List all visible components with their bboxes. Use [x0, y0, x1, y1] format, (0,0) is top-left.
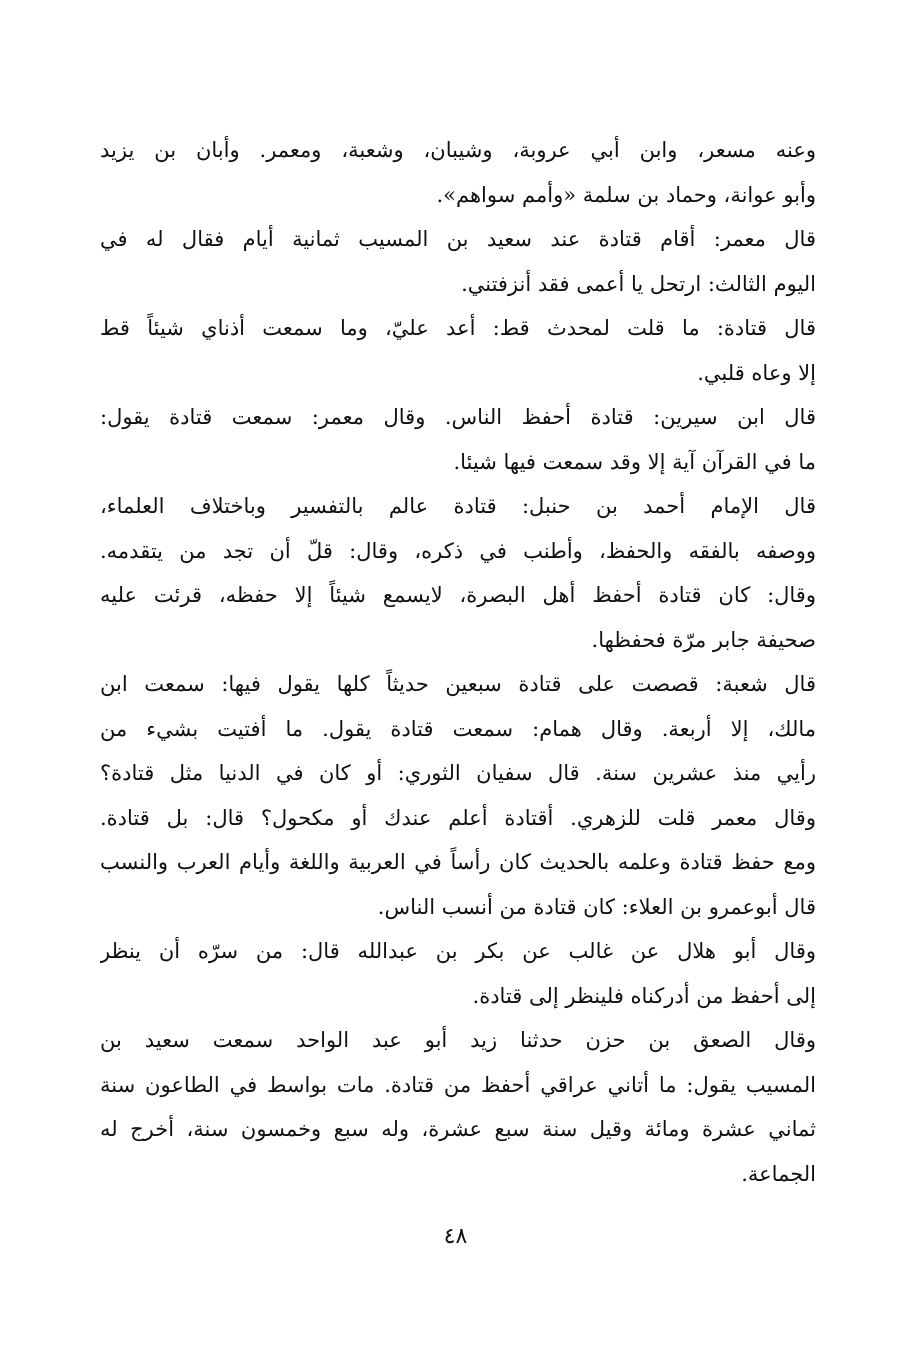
paragraph [100, 484, 816, 662]
text-line: وقال: كان قتادة أحفظ أهل البصرة، لايسمع شيئاً إلا حفظه، قرئت عليه [100, 583, 816, 607]
paragraph [100, 662, 816, 929]
text-line: الجماعة. [741, 1161, 816, 1186]
text-line: ومع حفظ قتادة وعلمه بالحديث كان رأساً في العربية واللغة وأيام العرب والنسب [100, 850, 816, 874]
text-line: وعنه مسعر، وابن أبي عروبة، وشيبان، وشعبة، ومعمر. وأبان بن يزيد [100, 138, 816, 162]
text-line: اليوم الثالث: ارتحل يا أعمى فقد أنزفتني. [461, 271, 816, 296]
text-line: إلا وعاه قلبي. [697, 360, 816, 385]
text-line: رأيي منذ عشرين سنة. قال سفيان الثوري: أو كان في الدنيا مثل قتادة؟ [100, 761, 816, 785]
text-line: المسيب يقول: ما أتاني عراقي أحفظ من قتادة. مات بواسط في الطاعون سنة [100, 1072, 816, 1097]
text-line: إلى أحفظ من أدركناه فلينظر إلى قتادة. [472, 983, 816, 1008]
page-body-text [100, 128, 816, 1196]
paragraph [100, 1018, 816, 1196]
text-line: قال أبوعمرو بن العلاء: كان قتادة من أنسب الناس. [377, 894, 816, 919]
paragraph [100, 306, 816, 395]
text-line: ما في القرآن آية إلا وقد سمعت فيها شيئا. [453, 449, 816, 474]
text-line: وقال أبو هلال عن غالب عن بكر بن عبدالله قال: من سرّه أن ينظر [100, 939, 816, 963]
paragraph [100, 128, 816, 217]
text-line: قال شعبة: قصصت على قتادة سبعين حديثاً كلها يقول فيها: سمعت ابن [100, 672, 816, 696]
paragraph [100, 395, 816, 484]
text-line: صحيفة جابر مرّة فحفظها. [591, 627, 816, 652]
text-line: وقال معمر قلت للزهري. أقتادة أعلم عندك أو مكحول؟ قال: بل قتادة. [100, 805, 816, 830]
paragraph [100, 217, 816, 306]
paragraph [100, 929, 816, 1018]
text-line: قال معمر: أقام قتادة عند سعيد بن المسيب ثمانية أيام فقال له في [100, 227, 816, 251]
text-line: ثماني عشرة ومائة وقيل سنة سبع عشرة، وله سبع وخمسون سنة، أخرج له [100, 1117, 816, 1141]
text-line: مالك، إلا أربعة. وقال همام: سمعت قتادة يقول. ما أفتيت بشيء من [100, 716, 816, 741]
text-line: قال الإمام أحمد بن حنبل: قتادة عالم بالتفسير وباختلاف العلماء، [100, 494, 816, 518]
text-line: وقال الصعق بن حزن حدثنا زيد أبو عبد الواحد سمعت سعيد بن [100, 1028, 816, 1052]
text-line: ووصفه بالفقه والحفظ، وأطنب في ذكره، وقال: قلّ أن تجد من يتقدمه. [100, 538, 816, 563]
text-line: قال قتادة: ما قلت لمحدث قط: أعد عليّ، وما سمعت أذناي شيئاً قط [100, 316, 816, 340]
page-number: ٤٨ [443, 1224, 468, 1249]
text-line: قال ابن سيرين: قتادة أحفظ الناس. وقال معمر: سمعت قتادة يقول: [100, 405, 816, 429]
text-line: وأبو عوانة، وحماد بن سلمة «وأمم سواهم». [436, 182, 816, 207]
